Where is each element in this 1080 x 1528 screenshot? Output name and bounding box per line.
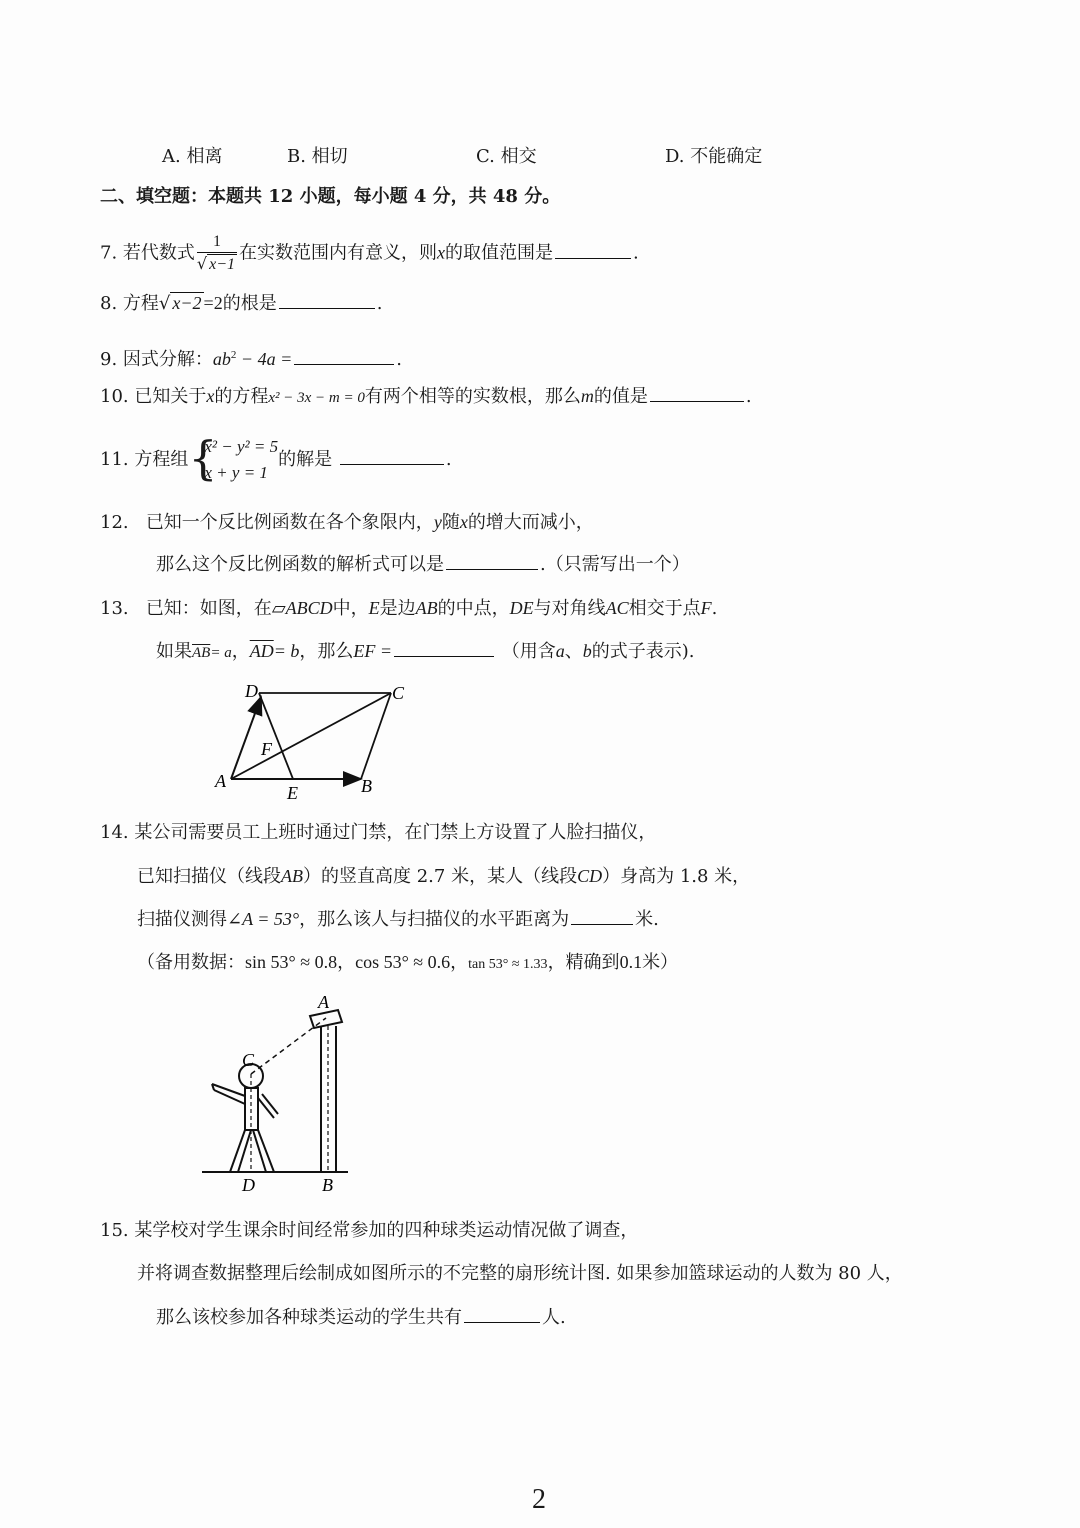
q13-eq-b: = b: [273, 641, 300, 661]
question-7: [100, 232, 639, 275]
label-b: B: [361, 776, 372, 796]
question-9: [100, 342, 402, 373]
q13-ef: EF =: [353, 641, 392, 661]
q13-text: 的式子表示).: [591, 641, 695, 662]
q14-text: 已知扫描仪（线段: [137, 866, 281, 887]
question-15-line-3: [156, 1304, 566, 1331]
q14-text: ）的竖直高度 2.7 米，某人（线段: [303, 866, 578, 887]
q11-end: .: [445, 449, 452, 470]
q13-var-e: E: [368, 598, 380, 618]
q15-text: 并将调查数据整理后绘制成如图所示的不完整的扇形统计图. 如果参加篮球运动的人数为 80 人，: [137, 1263, 903, 1284]
q13-var-ab: AB: [415, 598, 438, 618]
sight-line-ca: [251, 1018, 326, 1074]
q11-text-post: 的解是: [278, 449, 333, 470]
question-10: [100, 383, 752, 411]
q10-end: .: [745, 386, 752, 407]
q11-row-1: x² − y² = 5: [204, 437, 279, 456]
q10-number: 10.: [100, 386, 129, 407]
question-14-line-4: [137, 949, 678, 978]
q13-vector-ab: $\overline{AB}$: [192, 645, 211, 661]
q13-var-ac: AC: [605, 598, 629, 618]
q10-equation: x² − 3x − m = 0: [268, 390, 365, 406]
q14-text: 某公司需要员工上班时通过门禁，在门禁上方设置了人脸扫描仪，: [134, 822, 657, 843]
label-e: E: [287, 783, 298, 803]
q10-text-post: 有两个相等的实数根，那么: [364, 386, 581, 407]
q13-text: 相交于点: [628, 598, 701, 619]
question-13-line-2: [156, 638, 694, 666]
q8-number: 8.: [100, 293, 118, 314]
q14-cos: cos 53° ≈ 0.6: [355, 952, 451, 972]
q12-line1-pre: 已知一个反比例函数在各个象限内，: [145, 512, 434, 533]
q15-text: 人.: [542, 1307, 566, 1328]
question-14-line-2: [137, 863, 750, 890]
q13-text: 、: [564, 641, 583, 662]
label-a: A: [318, 992, 329, 1012]
q13-text: 中，: [332, 598, 369, 619]
q15-text: 某学校对学生课余时间经常参加的四种球类运动情况做了调查，: [134, 1220, 639, 1241]
label-c: C: [242, 1050, 255, 1070]
q9-end: .: [396, 349, 402, 370]
vector-ad: [231, 697, 261, 779]
question-14-line-3: [137, 906, 659, 933]
label-f: F: [261, 739, 272, 759]
q11-number: 11.: [100, 449, 129, 470]
q12-line2-post: .（只需写出一个）: [540, 554, 690, 575]
q9-exponent: 2: [230, 349, 237, 361]
q13-b-symbol: b: [582, 641, 592, 661]
q13-parallelogram: ▱ABCD: [271, 598, 333, 618]
q15-answer-blank[interactable]: [464, 1304, 540, 1323]
right-arm: [262, 1094, 278, 1114]
q13-text: ，那么: [299, 641, 354, 662]
question-15-line-2: [137, 1261, 903, 1287]
q14-text: 米）: [642, 952, 679, 973]
sqrt-sign: √: [158, 293, 171, 314]
q12-line1-post: 的增大而减小，: [467, 512, 594, 533]
q12-var-x: x: [459, 512, 468, 532]
q8-text-post: 的根是: [222, 293, 277, 314]
question-15-line-1: [100, 1218, 638, 1244]
q14-precision: 0.1: [619, 952, 643, 972]
q10-text-mid: 的方程: [214, 386, 269, 407]
q14-text: 扫描仪测得: [137, 909, 227, 930]
q13-text: 已知：如图，在: [145, 598, 272, 619]
q13-text: 的中点，: [437, 598, 510, 619]
section-heading: 二、填空题：本题共 12 小题，每小题 4 分，共 48 分。: [100, 186, 561, 207]
q13-vector-ad: $\overline{AD}$: [249, 641, 274, 661]
q8-radicand: x−2: [172, 293, 202, 313]
q6-option-c: C. 相交: [476, 146, 537, 167]
q14-text: ，精确到: [547, 952, 620, 973]
segment-de: [259, 693, 293, 779]
q9-expr-b: − 4a =: [236, 349, 293, 369]
q10-answer-blank[interactable]: [650, 383, 744, 402]
q13-text: 是边: [379, 598, 416, 619]
q9-number: 9.: [100, 349, 118, 370]
left-leg: [230, 1130, 245, 1172]
q14-text: ）身高为 1.8 米，: [602, 866, 751, 887]
q8-answer-blank[interactable]: [279, 290, 375, 309]
label-a: A: [215, 771, 226, 791]
q14-text: ，: [450, 952, 469, 973]
q7-radicand: x−1: [209, 256, 236, 273]
question-8: [100, 290, 382, 317]
q11-row-2: x + y = 1: [204, 463, 268, 482]
scanner-icon: [310, 1010, 342, 1028]
parallelogram-figure: [205, 675, 425, 805]
q13-text: .: [711, 598, 718, 619]
page-number: 2: [532, 1484, 546, 1515]
q10-var2: m: [580, 386, 594, 406]
q13-answer-blank[interactable]: [394, 638, 494, 657]
q12-line1-mid: 随: [441, 512, 460, 533]
q13-a-symbol: a: [555, 641, 565, 661]
brace-icon: {: [188, 431, 218, 485]
q6-option-d: D. 不能确定: [665, 146, 763, 167]
diagonal-ac: [231, 693, 391, 779]
q7-text-pre: 若代数式: [122, 242, 195, 264]
question-13-line-1: [100, 595, 717, 622]
q10-text-post2: 的值是: [593, 386, 648, 407]
label-c: C: [392, 683, 405, 703]
q14-text: ，那么该人与扫描仪的水平距离为: [299, 909, 570, 930]
q9-expr-a: ab: [212, 349, 231, 369]
q14-tan: tan 53° ≈ 1.33: [468, 957, 548, 972]
q14-answer-blank[interactable]: [571, 906, 633, 925]
q12-line2-pre: 那么这个反比例函数的解析式可以是: [156, 554, 444, 575]
q14-sin: sin 53° ≈ 0.8: [245, 952, 338, 972]
scanner-figure: [198, 990, 368, 1200]
q11-answer-blank[interactable]: [340, 446, 444, 465]
q7-answer-blank[interactable]: [555, 240, 631, 259]
q14-text: 米.: [635, 909, 659, 930]
q8-end: .: [376, 293, 383, 314]
q11-text-pre: 方程组: [134, 449, 189, 470]
q8-equals: =2: [203, 293, 223, 313]
q12-var-y: y: [433, 512, 442, 532]
label-d: D: [242, 1175, 255, 1195]
q14-angle: ∠A = 53°: [227, 909, 300, 929]
left-arm: [212, 1084, 245, 1096]
label-b: B: [322, 1175, 333, 1195]
q7-number: 7.: [100, 242, 118, 264]
q14-text: （备用数据：: [137, 952, 245, 973]
q13-text: 与对角线: [533, 598, 606, 619]
q8-text-pre: 方程: [122, 293, 159, 314]
q9-answer-blank[interactable]: [294, 346, 394, 365]
q14-var-ab: AB: [281, 866, 303, 886]
right-arm: [258, 1098, 274, 1118]
q11-system: [188, 431, 279, 486]
question-12-line-2: [156, 551, 690, 578]
q13-text: 如果: [156, 641, 192, 662]
question-11: [100, 432, 452, 488]
sqrt-sign: √: [196, 254, 208, 273]
q7-frac-num: 1: [197, 232, 237, 253]
q14-var-cd: CD: [577, 866, 603, 886]
q13-number: 13.: [100, 598, 129, 619]
q13-text: （用含: [501, 641, 556, 662]
q7-text-post: 在实数范围内有意义，则: [239, 242, 438, 264]
q7-text-post2: 的取值范围是: [445, 242, 554, 264]
q7-end: .: [633, 242, 639, 264]
q7-fraction: [197, 232, 237, 275]
q10-var: x: [206, 386, 215, 406]
label-d: D: [245, 681, 258, 701]
question-12-line-1: [100, 509, 594, 536]
left-arm: [214, 1090, 245, 1104]
q13-eq-a: = a: [210, 645, 232, 661]
q9-text-pre: 因式分解：: [122, 349, 213, 370]
q13-var-de: DE: [509, 598, 534, 618]
q6-option-b: B. 相切: [287, 146, 348, 167]
q14-text: ，: [337, 952, 356, 973]
question-14-line-1: [100, 820, 656, 846]
q10-text-pre: 已知关于: [134, 386, 207, 407]
q13-text: ，: [231, 641, 250, 662]
q15-number: 15.: [100, 1220, 129, 1241]
q12-number: 12.: [100, 512, 129, 533]
q15-text: 那么该校参加各种球类运动的学生共有: [156, 1307, 462, 1328]
q14-number: 14.: [100, 822, 129, 843]
q7-var: x: [437, 242, 446, 263]
left-leg: [238, 1130, 251, 1172]
q13-var-f: F: [700, 598, 712, 618]
q6-option-a: A. 相离: [162, 146, 223, 167]
q12-answer-blank[interactable]: [446, 551, 538, 570]
